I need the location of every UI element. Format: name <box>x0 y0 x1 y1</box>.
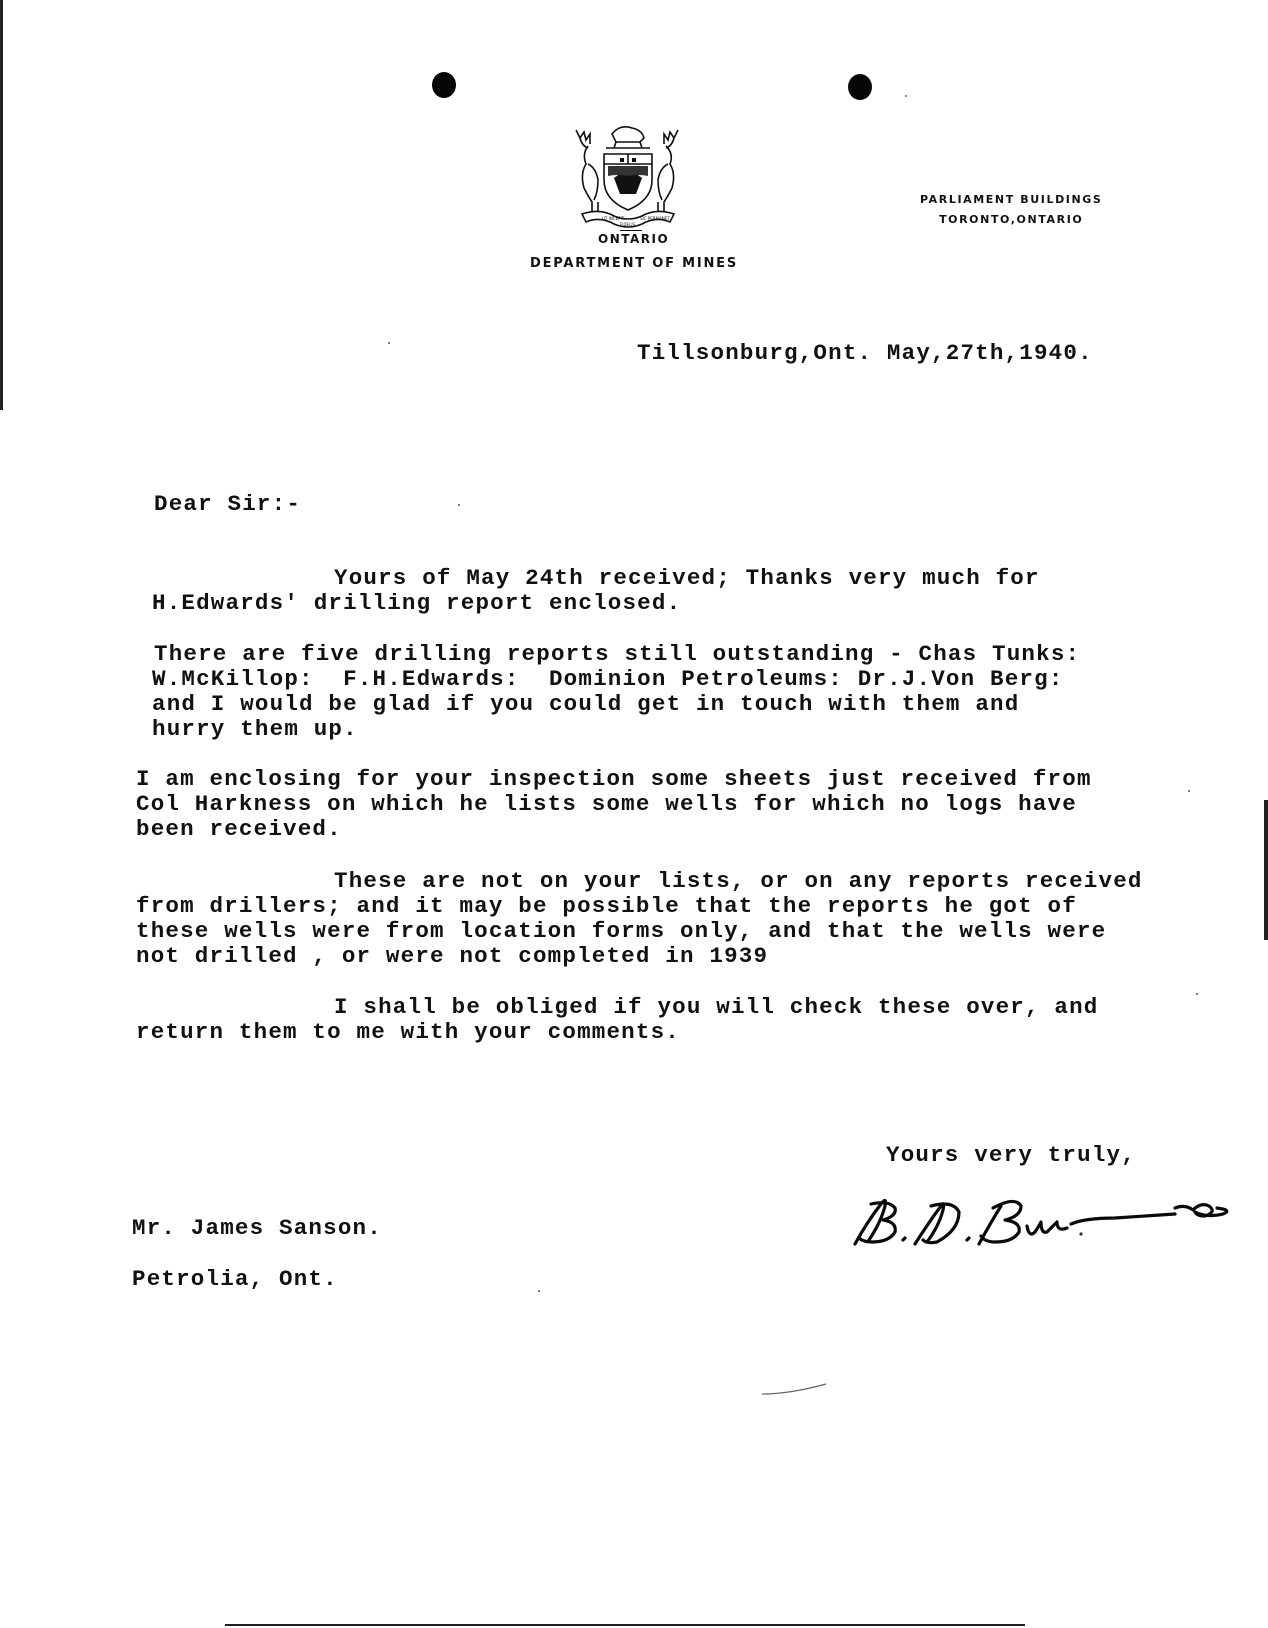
svg-text:SIC PERMANET: SIC PERMANET <box>640 216 670 221</box>
svg-text:FIDELIS: FIDELIS <box>620 222 636 227</box>
paragraph-5-line-1: I shall be obliged if you will check these over, and <box>334 994 1099 1020</box>
punch-hole-left <box>432 72 456 98</box>
recipient-place: Petrolia, Ont. <box>132 1266 338 1292</box>
paragraph-3-line-3: been received. <box>136 816 342 842</box>
paragraph-3-line-1: I am enclosing for your inspection some sheets just received from <box>136 766 1092 792</box>
address-line-1: PARLIAMENT BUILDINGS <box>920 193 1103 206</box>
speck <box>905 95 907 97</box>
salutation: Dear Sir:- <box>154 491 302 517</box>
paragraph-4-line-4: not drilled , or were not completed in 1939 <box>136 943 769 969</box>
paragraph-4-line-1: These are not on your lists, or on any reports received <box>334 868 1143 894</box>
letterhead-department: DEPARTMENT OF MINES <box>530 256 739 271</box>
paragraph-2-line-1: There are five drilling reports still outstanding - Chas Tunks: <box>154 641 1081 667</box>
page-edge-left <box>0 0 3 410</box>
paragraph-2-line-2: W.McKillop: F.H.Edwards: Dominion Petroleums: Dr.J.Von Berg: <box>152 666 1064 692</box>
speck <box>458 504 460 506</box>
page-edge-right <box>1264 800 1268 940</box>
punch-hole-right <box>848 74 872 100</box>
paragraph-3-line-2: Col Harkness on which he lists some wells for which no logs have <box>136 791 1077 817</box>
speck <box>1188 790 1190 792</box>
date-line: Tillsonburg,Ont. May,27th,1940. <box>637 340 1093 366</box>
ontario-coat-of-arms-icon <box>570 124 686 232</box>
paragraph-2-line-3: and I would be glad if you could get in touch with them and <box>152 691 1020 717</box>
page-edge-bottom <box>225 1624 1025 1626</box>
speck <box>1196 993 1198 995</box>
paragraph-4-line-3: these wells were from location forms only, and that the wells were <box>136 918 1107 944</box>
handwritten-signature <box>845 1182 1245 1262</box>
paragraph-1-line-1: Yours of May 24th received; Thanks very much for <box>334 565 1040 591</box>
paragraph-4-line-2: from drillers; and it may be possible that the reports he got of <box>136 893 1077 919</box>
letterhead-rule <box>620 230 642 231</box>
recipient-name: Mr. James Sanson. <box>132 1215 382 1241</box>
paragraph-1-line-2: H.Edwards' drilling report enclosed. <box>152 590 682 616</box>
letterhead-province: ONTARIO <box>598 232 670 246</box>
letterhead-address <box>920 190 1102 230</box>
speck <box>388 342 390 344</box>
speck <box>538 1290 540 1292</box>
svg-text:UT INCEPIT: UT INCEPIT <box>602 216 625 221</box>
paragraph-2-line-4: hurry them up. <box>152 716 358 742</box>
pencil-mark <box>760 1380 830 1400</box>
address-line-2: TORONTO,ONTARIO <box>939 213 1084 226</box>
closing: Yours very truly, <box>886 1142 1136 1168</box>
paragraph-5-line-2: return them to me with your comments. <box>136 1019 680 1045</box>
